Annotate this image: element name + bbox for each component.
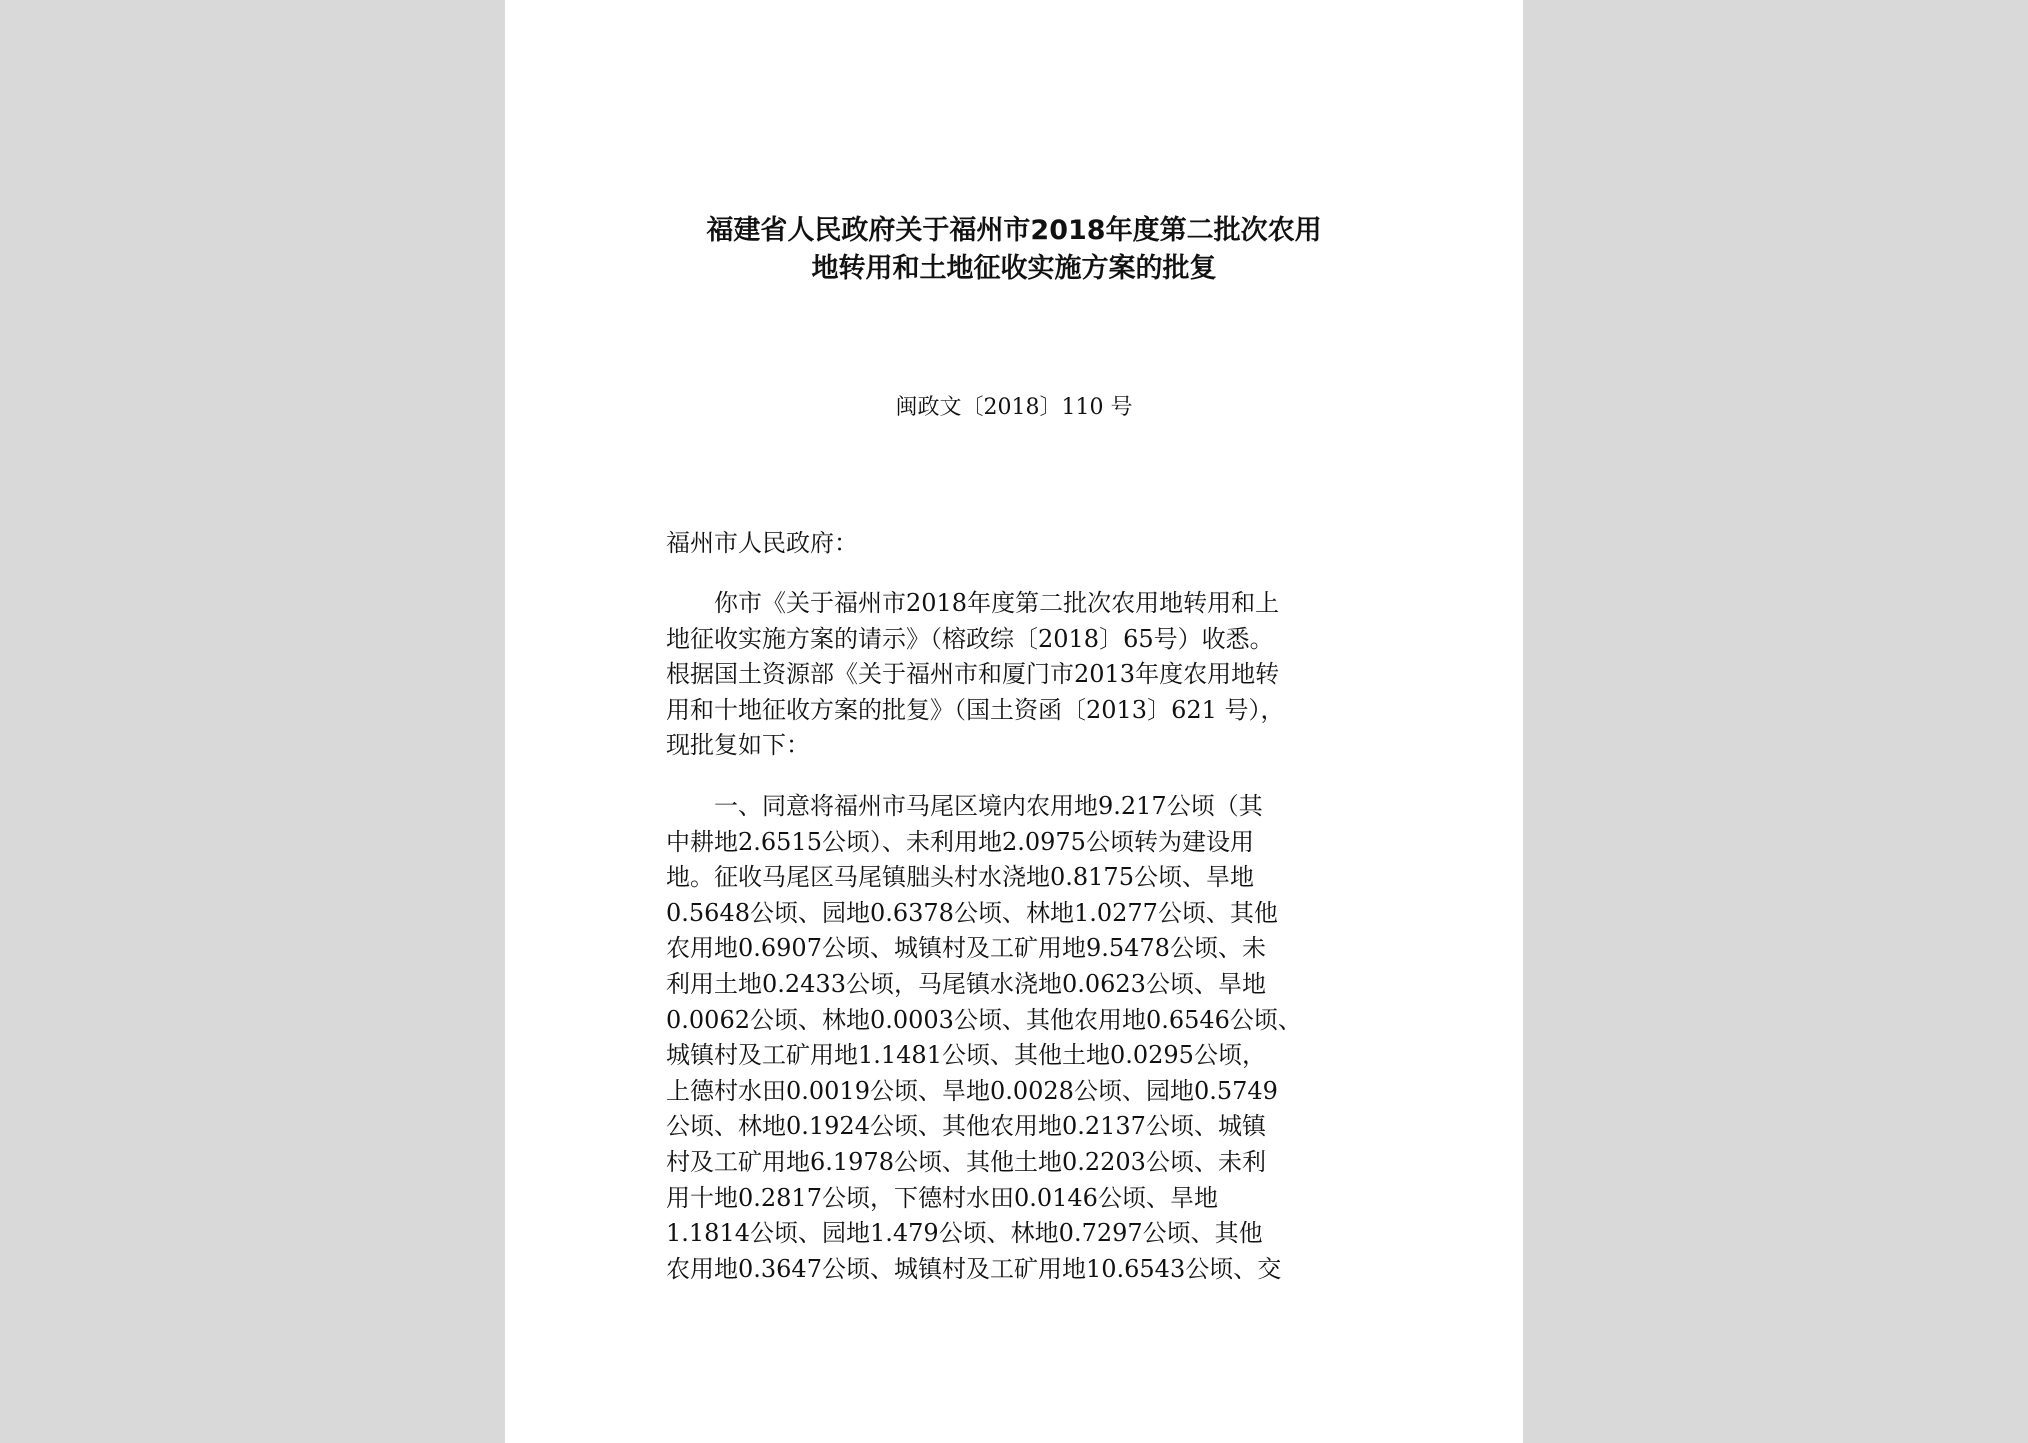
document-page [505, 0, 1523, 1443]
text-line: 地征收实施方案的请示》（榕政综〔2018〕65号）收悉。 [666, 624, 1274, 653]
text-line: 利用土地0.2433公顷，马尾镇水浇地0.0623公顷、旱地 [666, 969, 1266, 998]
text-line: 村及工矿用地6.1978公顷、其他土地0.2203公顷、未利 [666, 1147, 1266, 1176]
text-line: 根据国土资源部《关于福州市和厦门市2013年度农用地转 [666, 660, 1280, 689]
text-line: 城镇村及工矿用地1.1481公顷、其他土地0.0295公顷， [666, 1041, 1266, 1070]
text-line: 农用地0.3647公顷、城镇村及工矿用地10.6543公顷、交 [666, 1254, 1282, 1283]
text-line: 1.1814公顷、园地1.479公顷、林地0.7297公顷、其他 [666, 1219, 1263, 1248]
text-line: 农用地0.6907公顷、城镇村及工矿用地9.5478公顷、未 [666, 934, 1266, 963]
text-line: 用和十地征收方案的批复》（国土资函〔2013〕621 号）， [666, 695, 1285, 724]
document-title [505, 212, 1523, 288]
text-line: 用十地0.2817公顷，下德村水田0.0146公顷、旱地 [666, 1183, 1218, 1212]
text-line: 你市《关于福州市2018年度第二批次农用地转用和上 [666, 589, 1280, 617]
salutation: 福州市人民政府： [666, 529, 858, 557]
paragraph-approval-item-1 [666, 789, 1302, 1287]
text-line: 一、同意将福州市马尾区境内农用地9.217公顷（其 [666, 792, 1263, 820]
text-line: 上德村水田0.0019公顷、旱地0.0028公顷、园地0.5749 [666, 1076, 1278, 1105]
paragraph-request-ack [666, 586, 1285, 764]
document-number: 闽政文〔2018〕110 号 [895, 395, 1133, 420]
text-line: 0.0062公顷、林地0.0003公顷、其他农用地0.6546公顷、 [666, 1005, 1302, 1034]
text-line: 中耕地2.6515公顷）、未利用地2.0975公顷转为建设用 [666, 827, 1254, 856]
title-line: 福建省人民政府关于福州市2018年度第二批次农用 [706, 215, 1322, 246]
text-line: 现批复如下： [666, 731, 810, 760]
title-line: 地转用和土地征收实施方案的批复 [811, 253, 1217, 284]
text-line: 0.5648公顷、园地0.6378公顷、林地1.0277公顷、其他 [666, 898, 1278, 927]
text-line: 公顷、林地0.1924公顷、其他农用地0.2137公顷、城镇 [666, 1112, 1266, 1141]
text-line: 地。征收马尾区马尾镇朏头村水浇地0.8175公顷、旱地 [666, 863, 1254, 892]
